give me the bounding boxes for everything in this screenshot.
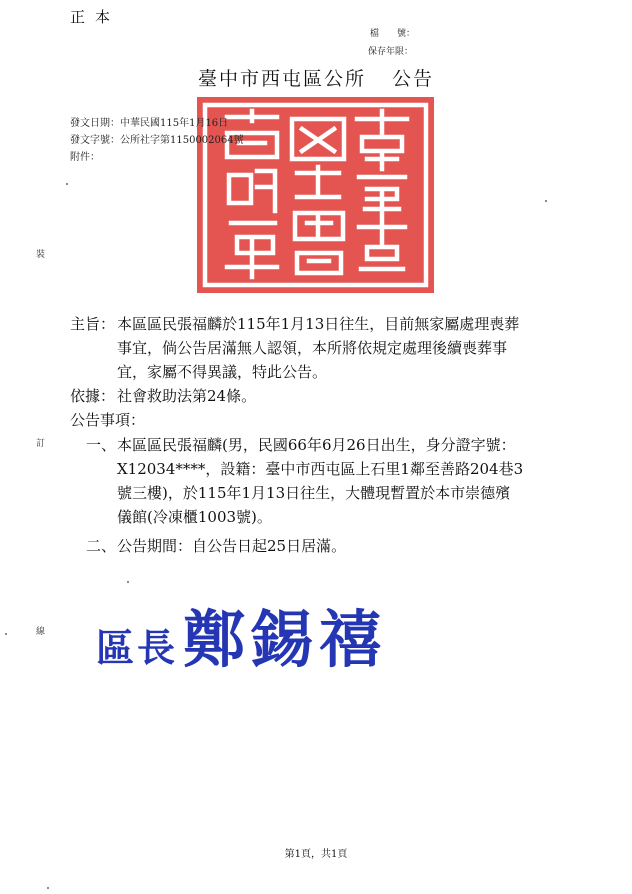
file-number-label: 檔 號： xyxy=(370,29,416,39)
notice-item-line: 號三樓)，於115年1月13日往生，大體現暫置於本市崇德殯 xyxy=(117,484,511,502)
title-org: 臺中市西屯區公所 xyxy=(197,68,366,90)
page-title xyxy=(0,64,632,91)
scan-speck xyxy=(5,633,7,635)
scan-speck xyxy=(47,887,49,889)
subject-line: 宜，家屬不得異議，特此公告。 xyxy=(117,363,328,381)
binding-mark-line: 線 xyxy=(36,627,46,637)
basis-label: 依據： xyxy=(70,387,116,405)
binding-mark-staple: 訂 xyxy=(36,439,46,449)
notice-item-line: 儀館(冷凍櫃1003號)。 xyxy=(117,508,272,526)
document-number: 發文字號：公所社字第1150002064號 xyxy=(70,135,244,146)
notice-item-marker: 二、 xyxy=(86,537,117,555)
notice-item-line: 公告期間：自公告日起25日居滿。 xyxy=(117,537,347,555)
basis-text: 社會救助法第24條。 xyxy=(117,387,257,405)
issue-date: 發文日期：中華民國115年1月16日 xyxy=(70,118,229,129)
subject-line: 本區區民張福麟於115年1月13日往生，目前無家屬處理喪葬 xyxy=(117,315,520,333)
subject-label: 主旨： xyxy=(70,315,116,333)
attachment-label: 附件： xyxy=(70,152,100,163)
signature-title: 區長 xyxy=(96,625,179,670)
seal-glyphs xyxy=(197,97,434,293)
retention-label: 保存年限： xyxy=(368,47,414,57)
signature-name: 鄭錫禧 xyxy=(183,603,388,676)
notice-item-line: 本區區民張福麟(男，民國66年6月26日出生，身分證字號： xyxy=(117,436,516,454)
binding-mark-bind: 裝 xyxy=(36,250,46,260)
official-seal xyxy=(197,97,434,293)
scan-speck xyxy=(66,183,68,185)
notice-label: 公告事項： xyxy=(70,411,146,429)
subject-line: 事宜，倘公告居滿無人認領，本所將依規定處理後續喪葬事 xyxy=(117,339,508,357)
scan-speck xyxy=(545,200,547,202)
director-signature xyxy=(96,590,387,679)
copy-label: 正本 xyxy=(70,8,121,26)
title-type: 公告 xyxy=(392,68,435,90)
notice-item-line: X12034****，設籍：臺中市西屯區上石里1鄰至善路204巷3 xyxy=(117,460,524,478)
page-number: 第1頁，共1頁 xyxy=(284,849,348,860)
notice-item-marker: 一、 xyxy=(86,436,117,454)
seal-text: 臺中市西屯區公所印 xyxy=(310,289,320,290)
scan-speck xyxy=(127,581,129,583)
